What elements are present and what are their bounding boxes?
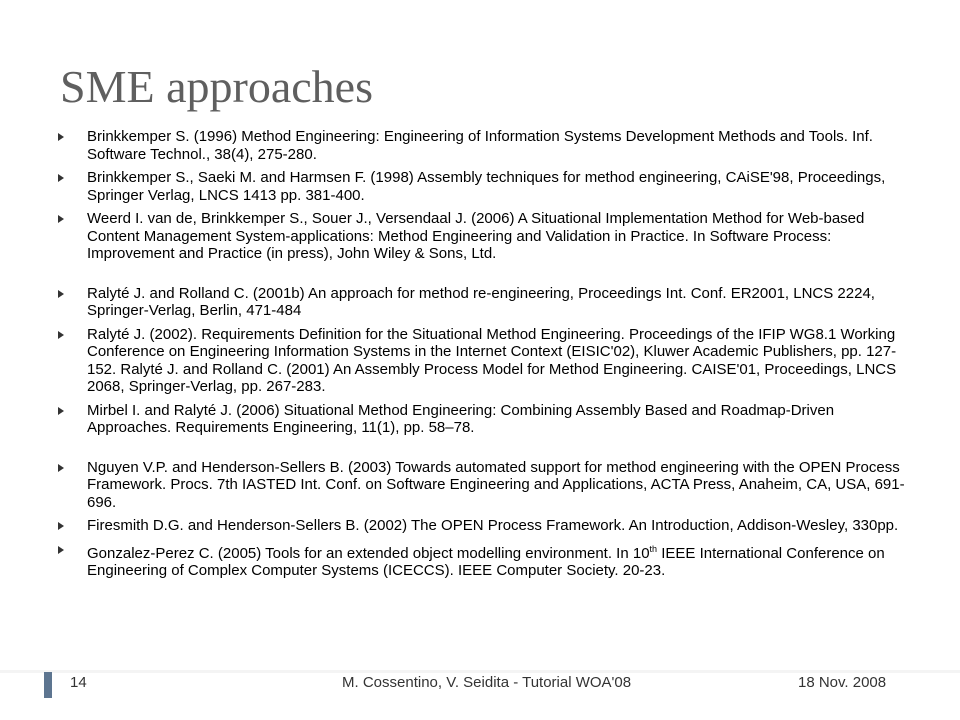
triangle-bullet-icon xyxy=(58,215,64,223)
reference-item xyxy=(56,169,906,204)
reference-text: Mirbel I. and Ralyté J. (2006) Situational Method Engineering: Combining Assembly Based and Roadmap-Driven Approaches. Requirements Engineering, 11(1), pp. 58–78. xyxy=(87,401,835,436)
triangle-bullet-icon xyxy=(58,546,64,554)
reference-item xyxy=(56,402,906,437)
reference-text: Ralyté J. (2002). Requirements Definition for the Situational Method Engineering. Proceedings of the IFIP WG8.1 Working Conference on Engineering Information Systems in the Internet Context (EISIC'02), Kluwer Academic Publishers, pp. 127-152. Ralyté J. and Rolland C. (2001) An Assembly Process Model for Method Engineering. CAISE'01, Proceedings, LNCS 2068, Springer-Verlag, pp. 267-283. xyxy=(87,325,897,395)
reference-item xyxy=(56,517,906,535)
reference-text-end: IEEE International Conference on Engineering of Complex Computer Systems (ICECCS). IEEE Computer Society. 20-23. xyxy=(87,544,885,579)
superscript-th: th xyxy=(649,543,658,554)
reference-text: Firesmith D.G. and Henderson-Sellers B. (2002) The OPEN Process Framework. An Introduction, Addison-Wesley, 330pp. xyxy=(87,517,899,534)
page-number: 14 xyxy=(70,674,87,691)
reference-item xyxy=(56,210,906,263)
reference-item xyxy=(56,128,906,163)
triangle-bullet-icon xyxy=(58,407,64,415)
footer-date: 18 Nov. 2008 xyxy=(798,674,887,691)
reference-item xyxy=(56,326,906,396)
triangle-bullet-icon xyxy=(58,464,64,472)
triangle-bullet-icon xyxy=(58,331,64,339)
slide-title: SME approaches xyxy=(60,61,373,112)
reference-item xyxy=(56,285,906,320)
triangle-bullet-icon xyxy=(58,522,64,530)
footer-accent-bar xyxy=(44,672,52,698)
reference-text: Weerd I. van de, Brinkkemper S., Souer J., Versendaal J. (2006) A Situational Implementation Method for Web-based Content Management System-applications: Method Engineering and Validation in Practice. In Software Process: Improvement and Practice (in press), John Wiley & Sons, Ltd. xyxy=(87,210,865,262)
footer-author: M. Cossentino, V. Seidita - Tutorial WOA'08 xyxy=(342,674,632,691)
reference-text: Ralyté J. and Rolland C. (2001b) An approach for method re-engineering, Proceedings Int. Conf. ER2001, LNCS 2224, Springer-Verlag, Berlin, 471-484 xyxy=(87,284,875,319)
reference-text: Nguyen V.P. and Henderson-Sellers B. (2003) Towards automated support for method engineering with the OPEN Process Framework. Procs. 7th IASTED Int. Conf. on Software Engineering and Applications, ACTA Press, Anaheim, CA, USA, 691-696. xyxy=(87,458,905,511)
reference-item xyxy=(56,459,906,512)
reference-text: Brinkkemper S. (1996) Method Engineering: Engineering of Information Systems Development Methods and Tools. Inf. Software Technol., 38(4), 275-280. xyxy=(87,128,873,163)
triangle-bullet-icon xyxy=(58,290,64,298)
triangle-bullet-icon xyxy=(58,133,64,141)
triangle-bullet-icon xyxy=(58,174,64,182)
reference-list xyxy=(56,128,906,586)
reference-item xyxy=(56,541,906,580)
reference-text-start: Gonzalez-Perez C. (2005) Tools for an extended object modelling environment. In 10 xyxy=(87,544,650,562)
reference-text: Brinkkemper S., Saeki M. and Harmsen F. (1998) Assembly techniques for method engineering, CAiSE'98, Proceedings, Springer Verlag, LNCS 1413 pp. 381-400. xyxy=(87,169,886,204)
